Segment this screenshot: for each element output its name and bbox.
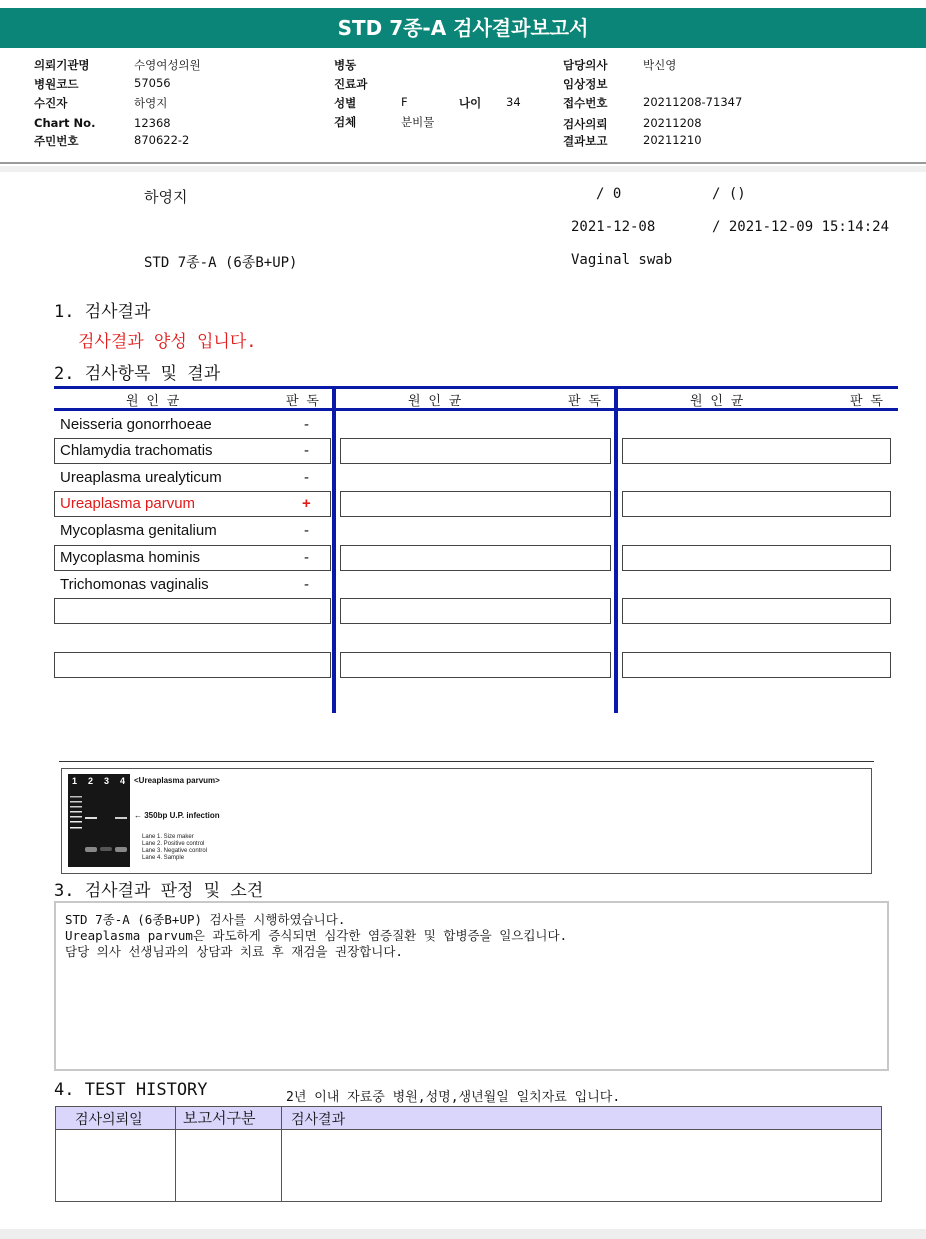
header-label: 검체 (334, 115, 357, 129)
table-header-rule (54, 408, 898, 411)
result-negative: - (304, 549, 309, 566)
history-col-divider-1 (175, 1106, 176, 1202)
header-divider-shadow (0, 166, 926, 172)
patient-sex-age: / 0 (596, 186, 622, 202)
result-negative: - (304, 416, 309, 433)
result-cell (54, 598, 331, 624)
section4-title: 4. TEST HISTORY (54, 1080, 208, 1100)
result-positive: + (302, 495, 311, 512)
comment-line: Ureaplasma parvum은 과도하게 증식되면 심각한 염증질환 및 합병증을 일으킵니다. (65, 928, 568, 943)
header-label: 검사의뢰 (563, 117, 608, 131)
gel-caption: <Ureaplasma parvum> (134, 776, 220, 785)
history-header-row (55, 1106, 882, 1130)
header-value: 20211208-71347 (643, 95, 743, 109)
gel-lane-number: 3 (104, 776, 110, 786)
header-value: 12368 (134, 116, 171, 130)
history-col-result: 검사결과 (291, 1112, 346, 1128)
header-label: 담당의사 (563, 58, 608, 72)
header-divider (0, 162, 926, 164)
gel-legend-item: Lane 2. Positive control (142, 841, 205, 847)
column-header-judgement: 판 독 (568, 394, 601, 409)
table-divider-1 (332, 389, 336, 713)
header-value: F (401, 95, 408, 109)
result-cell (622, 652, 891, 678)
gel-legend-item: Lane 4. Sample (142, 855, 185, 861)
comment-line: STD 7종-A (6종B+UP) 검사를 시행하였습니다. (65, 912, 346, 927)
patient-name: 하영지 (144, 188, 188, 206)
result-cell (622, 491, 891, 517)
header-label: 진료과 (334, 77, 368, 91)
header-label: 병원코드 (34, 77, 79, 91)
organism-name: Chlamydia trachomatis (60, 442, 213, 459)
result-cell (340, 652, 611, 678)
result-cell (340, 598, 611, 624)
header-label: 수진자 (34, 96, 68, 110)
result-negative: - (304, 442, 309, 459)
gel-band-label: 350bp U.P. infection (144, 811, 220, 820)
header-value: 20211210 (643, 133, 702, 147)
comment-line: 담당 의사 선생님과의 상담과 치료 후 재검을 권장합니다. (65, 944, 403, 959)
gel-lane-number: 4 (120, 776, 126, 786)
column-header-organism: 원 인 균 (690, 394, 744, 409)
organism-name: Mycoplasma hominis (60, 549, 201, 566)
column-header-judgement: 판 독 (286, 394, 319, 409)
result-cell (622, 545, 891, 571)
header-label: 병동 (334, 58, 357, 72)
organism-name: Neisseria gonorrhoeae (60, 416, 212, 433)
header-value: 하영지 (134, 96, 168, 110)
organism-name: Trichomonas vaginalis (60, 576, 209, 593)
specimen-type: Vaginal swab (571, 252, 673, 268)
header-value: 20211208 (643, 116, 702, 130)
age-value: 34 (506, 95, 521, 109)
organism-name: Ureaplasma parvum (60, 495, 196, 512)
age-label: 나이 (459, 96, 482, 110)
gel-legend-item: Lane 3. Negative control (142, 848, 208, 854)
result-cell (622, 438, 891, 464)
column-header-judgement: 판 독 (850, 394, 883, 409)
header-value: 박신영 (643, 58, 677, 72)
result-cell (622, 598, 891, 624)
header-label: 접수번호 (563, 96, 608, 110)
result-cell (340, 438, 611, 464)
result-cell (340, 491, 611, 517)
arrow-left-icon: ← (134, 811, 142, 820)
table-top-rule (54, 386, 898, 389)
section1-title: 1. 검사결과 (54, 302, 151, 322)
organism-name: Ureaplasma urealyticum (60, 469, 222, 486)
gel-lane-number: 1 (72, 776, 78, 786)
result-negative: - (304, 522, 309, 539)
header-label: Chart No. (34, 116, 96, 130)
header-value: 분비물 (401, 115, 435, 129)
page-bottom-bar (0, 1229, 926, 1239)
gel-band-arrow (134, 811, 220, 820)
report-title: STD 7종-A 검사결과보고서 (0, 8, 926, 48)
header-value: 870622-2 (134, 133, 190, 147)
column-header-organism: 원 인 균 (408, 394, 462, 409)
history-col-request-date: 검사의뢰일 (75, 1112, 143, 1128)
header-label: 성별 (334, 96, 357, 110)
header-label: 임상정보 (563, 77, 608, 91)
gel-legend-item: Lane 1. Size maker (142, 834, 194, 840)
header-label: 주민번호 (34, 134, 79, 148)
test-name: STD 7종-A (6종B+UP) (144, 255, 298, 271)
history-col-divider-2 (281, 1106, 282, 1202)
gel-lane-number: 2 (88, 776, 94, 786)
result-cell (54, 652, 331, 678)
receipt-date: 2021-12-08 (571, 219, 656, 235)
history-note: 2년 이내 자료중 병원,성명,생년월일 일치자료 입니다. (286, 1090, 621, 1105)
result-negative: - (304, 469, 309, 486)
header-label: 결과보고 (563, 134, 608, 148)
organism-name: Mycoplasma genitalium (60, 522, 217, 539)
table-divider-2 (614, 389, 618, 713)
section3-title: 3. 검사결과 판정 및 소견 (54, 881, 264, 901)
overall-result: 검사결과 양성 입니다. (78, 332, 257, 352)
header-label: 의뢰기관명 (34, 58, 90, 72)
result-cell (340, 545, 611, 571)
header-value: 57056 (134, 76, 171, 90)
gel-electrophoresis-image (68, 774, 130, 867)
history-body (55, 1129, 882, 1202)
report-datetime: / 2021-12-09 15:14:24 (712, 219, 890, 235)
patient-extra: / () (712, 186, 746, 202)
history-col-report-type: 보고서구분 (183, 1109, 256, 1127)
gel-bands-graphic (68, 774, 130, 867)
header-value: 수영여성의원 (134, 58, 201, 72)
section2-title: 2. 검사항목 및 결과 (54, 364, 221, 384)
result-negative: - (304, 576, 309, 593)
gel-top-rule (59, 761, 874, 762)
column-header-organism: 원 인 균 (126, 394, 180, 409)
